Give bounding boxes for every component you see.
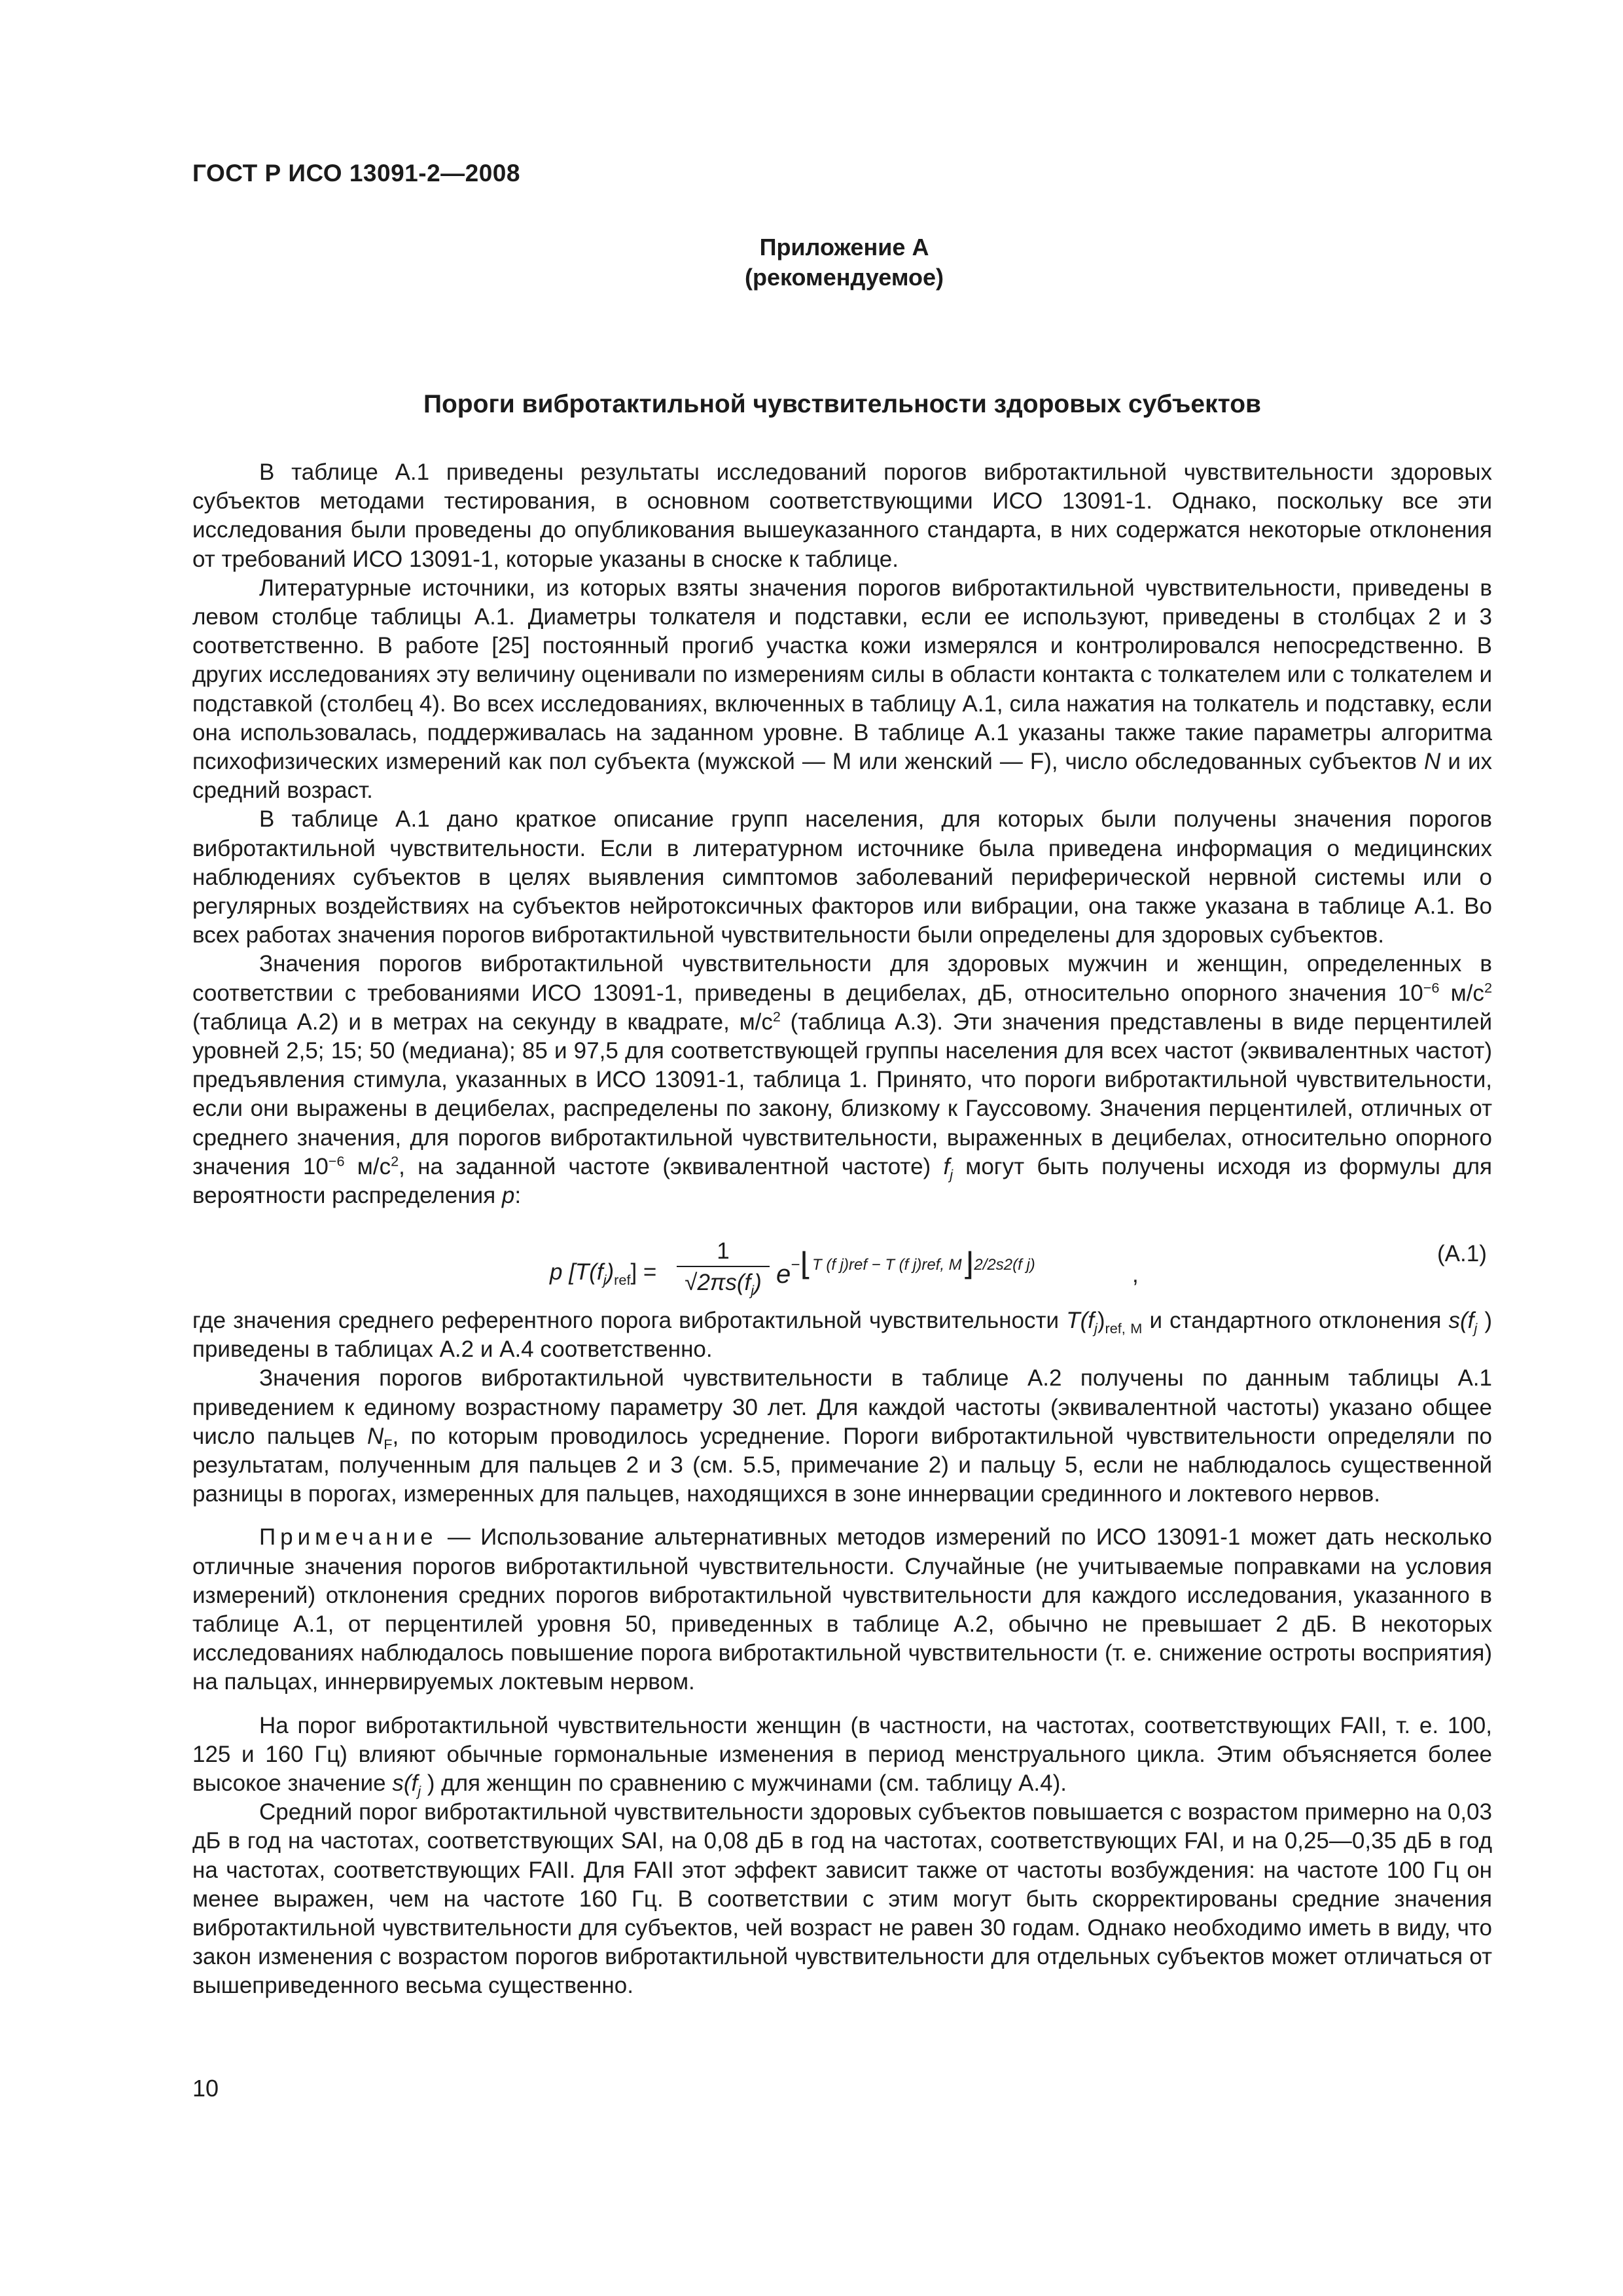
document-code-header: ГОСТ Р ИСО 13091-2—2008 <box>192 160 520 187</box>
note-paragraph: Примечание — Использование альтернативных методов измерений по ИСО 13091-1 может дать несколько отличные значения порогов вибротактильной чувствительности. Случайные (не учитываемые поправками на условия измерений) отклонения средних порогов вибротактильной чувствительности для каждого исследования, указанного в таблице А.1, от перцентилей уровня 50, приведенных в таблице А.2, обычно не превышает 2 дБ. В некоторых исследованиях наблюдалось повышение порога вибротактильной чувствительности (т. е. снижение остроты восприятия) на пальцах, иннервируемых локтевым нервом. <box>192 1524 1492 1695</box>
page-number: 10 <box>192 2075 219 2102</box>
paragraph-8: Средний порог вибротактильной чувствительности здоровых субъектов повышается с возрастом примерно на 0,03 дБ в год на частотах, соответствующих SAI, на 0,08 дБ в год на частотах, соответствующих FAI, и на 0,25—0,35 дБ в год на частотах, соответствующих FAII. Для FAII этот эффект зависит также от частоты возбуждения: на частоте 100 Гц он менее выражен, чем на частоте 160 Гц. В соответствии с этим могут быть скорректированы средние значения вибротактильной чувствительности для субъектов, чей возраст не равен 30 годам. Однако необходимо иметь в виду, что закон изменения с возрастом порогов вибротактильной чувствительности для отдельных субъектов может отличаться от вышеприведенного весьма существенно. <box>192 1799 1492 1999</box>
appendix-status: (рекомендуемое) <box>745 264 944 291</box>
appendix-label: Приложение А <box>759 234 929 260</box>
probability-formula <box>550 1237 1204 1309</box>
formula-denominator: $√2\pi s(f_j)$ <box>685 1270 762 1299</box>
formula-exponential: e−⌊$^{T (f j)ref - T (f j)ref, M}$⌋$^{2/2s2(f j)}$ <box>776 1247 1035 1289</box>
paragraph-7: На порог вибротактильной чувствительности женщин (в частности, на частотах, соответствующих FAII, т. е. 100, 125 и 160 Гц) влияют обычные гормональные изменения в период менструального цикла. Этим объясняется более высокое значение $s(f_j$ ) для женщин по сравнению с мужчинами (см. таблицу А.4). <box>192 1712 1492 1800</box>
body-text-lower <box>192 1306 1492 2001</box>
formula-comma: , <box>1132 1262 1139 1287</box>
paragraph-1: В таблице А.1 приведены результаты исследований порогов вибротактильной чувствительности здоровых субъектов методами тестирования, в основном соответствующими ИСО 13091-1. Однако, поскольку все эти исследования были проведены до опубликования вышеуказанного стандарта, в них содержатся некоторые отклонения от требований ИСО 13091-1, которые указаны в сноске к таблице. <box>192 459 1492 572</box>
paragraph-6: Значения порогов вибротактильной чувствительности в таблице А.2 получены по данным таблицы А.1 приведением к единому возрастному параметру 30 лет. Для каждой частоты (эквивалентной частоты) указано общее число пальцев $N_F$, по которым проводилось усреднение. Пороги вибротактильной чувствительности определяли по результатам, полученным для пальцев 2 и 3 (см. 5.5, примечание 2) и пальцу 5, если не наблюдалось существенной разницы в порогах, измеренных для пальцев, находящихся в зоне иннервации срединного и локтевого нервов. <box>192 1365 1492 1507</box>
paragraph-3: В таблице А.1 дано краткое описание групп населения, для которых были получены значения порогов вибротактильной чувствительности. Если в литературном источнике была приведена информация о медицинских наблюдениях субъектов в целях выявления симптомов заболеваний периферической нервной системы или о регулярных воздействиях на субъектов нейротоксичных факторов или вибрации, она также указана в таблице А.1. Во всех работах значения порогов вибротактильной чувствительности были определены для здоровых субъектов. <box>192 806 1492 948</box>
paragraph-2: Литературные источники, из которых взяты значения порогов вибротактильной чувствительности, приведены в левом столбце таблицы А.1. Диаметры толкателя и подставки, если ее используют, приведены в столбцах 2 и 3 соответственно. В работе [25] постоянный прогиб участка кожи измерялся и контролировался непосредственно. В других исследованиях эту величину оценивали по измерениям силы в области контакта с толкателем или с толкателем и подставкой (столбец 4). Во всех исследованиях, включенных в таблицу А.1, сила нажатия на толкатель и подставку, если она использовалась, поддерживалась на заданном уровне. В таблице А.1 указаны также такие параметры алгоритма психофизических измерений как пол субъекта (мужской — М или женский — F), число обследованных субъектов N и их средний возраст. <box>192 575 1492 804</box>
paragraph-4: Значения порогов вибротактильной чувствительности для здоровых мужчин и женщин, определенных в соответствии с требованиями ИСО 13091-1, приведены в децибелах, дБ, относительно опорного значения $10^{-6}$ $м/с^2$ (таблица А.2) и в метрах на секунду в квадрате, $м/с^2$ (таблица А.3). Эти значения представлены в виде перцентилей уровней 2,5; 15; 50 (медиана); 85 и 97,5 для соответствующей группы населения для всех частот (эквивалентных частот) предъявления стимула, указанных в ИСО 13091-1, таблица 1. Принято, что пороги вибротактильной чувствительности, если они выражены в децибелах, распределены по закону, близкому к Гауссовому. Значения перцентилей, отличных от среднего значения, для порогов вибротактильной чувствительности, выраженных в децибелах, относительно опорного значения $10^{-6}$ $м/с^2$, на заданной частоте (эквивалентной частоте) $f_j$ могут быть получены исходя из формулы для вероятности распределения p: <box>192 951 1492 1209</box>
formula-numerator: 1 <box>717 1238 730 1264</box>
note-label: Примечание <box>259 1524 438 1551</box>
paragraph-5: где значения среднего референтного порога вибротактильной чувствительности $T(f_j)_{ref, M}$ и стандартного отклонения $s(f_j$ ) приведены в таблицах А.2 и А.4 соответственно. <box>192 1308 1492 1363</box>
formula-left-side: p $[T(f_j)_{ref}]$ = <box>550 1259 657 1288</box>
formula-number: (А.1) <box>1437 1241 1487 1266</box>
appendix-heading <box>0 232 1623 293</box>
body-text-upper <box>192 458 1492 1210</box>
section-title: Пороги вибротактильной чувствительности здоровых субъектов <box>423 390 1262 418</box>
formula-fraction <box>674 1237 772 1299</box>
